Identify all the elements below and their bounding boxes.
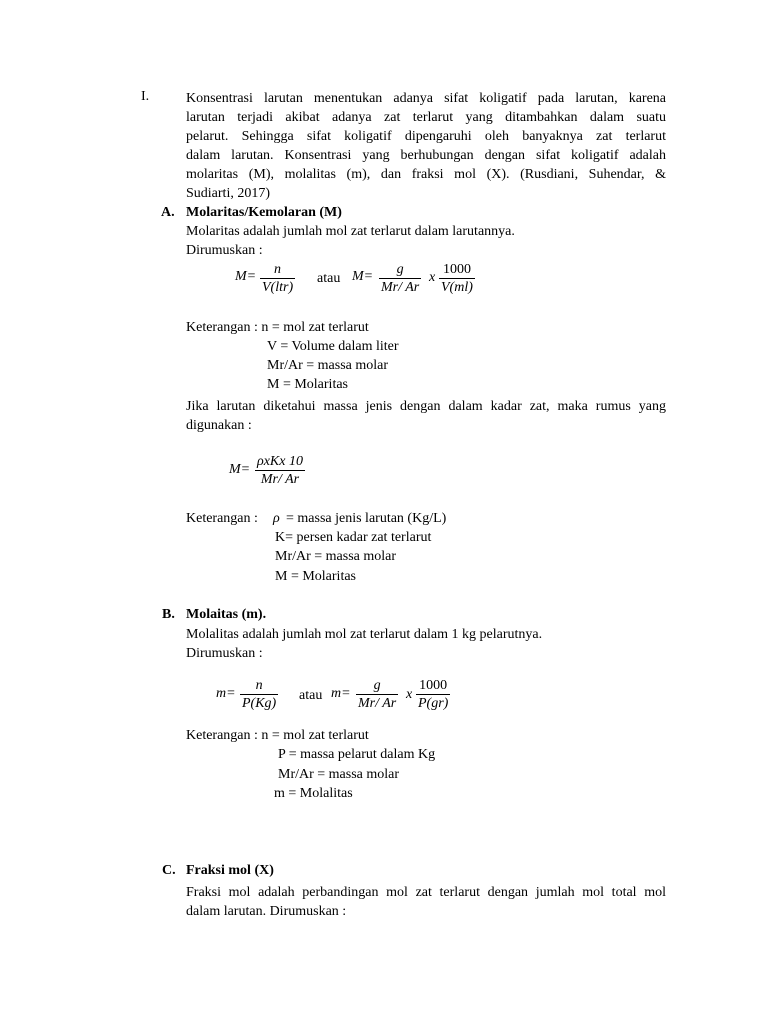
section-number: I. — [141, 89, 150, 104]
keterangan-item: V = Volume dalam liter — [267, 339, 399, 354]
fraction-denominator: V(ltr) — [262, 280, 294, 295]
keterangan-item: M = Molaritas — [267, 377, 348, 392]
keterangan-item: Mr/Ar = massa molar — [267, 358, 389, 373]
fraction-numerator: g — [373, 678, 381, 693]
fraction-denominator: V(ml) — [441, 280, 473, 295]
fraction-denominator: Mr/ Ar — [358, 696, 397, 711]
formula-times: x — [429, 270, 436, 285]
formula-fraction-3 — [439, 262, 475, 296]
section-c-letter: C. — [162, 863, 176, 878]
section-a-description: Molaritas adalah jumlah mol zat terlarut dalam larutannya. — [186, 224, 515, 239]
keterangan-item: Mr/Ar = massa molar — [278, 767, 400, 782]
fraction-denominator: P(gr) — [418, 696, 449, 711]
keterangan-label: Keterangan : n = mol zat terlarut — [186, 320, 369, 335]
intro-line-3: pelarut. Sehingga sifat koligatif dipengaruhi oleh banyaknya zat terlarut — [186, 129, 666, 144]
formula-fraction-3 — [416, 678, 450, 712]
fraction-denominator: Mr/ Ar — [381, 280, 420, 295]
intro-line-4: dalam larutan. Konsentrasi yang berhubungan dengan sifat koligatif adalah — [186, 148, 666, 163]
fraction-numerator: ρxKx 10 — [257, 454, 303, 469]
formula-times: x — [406, 687, 413, 702]
keterangan-item: = massa jenis larutan (Kg/L) — [286, 511, 447, 526]
keterangan-item: K= persen kadar zat terlarut — [275, 530, 432, 545]
fraction-numerator: n — [255, 678, 263, 693]
formula-fraction-2 — [356, 678, 398, 712]
keterangan-label: Keterangan : n = mol zat terlarut — [186, 728, 369, 743]
fraction-numerator: 1000 — [442, 262, 471, 277]
formula-lhs: M= — [235, 269, 257, 284]
formula-lhs-2: M= — [352, 269, 374, 284]
section-c-title: Fraksi mol (X) — [186, 863, 274, 878]
section-c-line-1: Fraksi mol adalah perbandingan mol zat terlarut dengan jumlah mol total mol — [186, 885, 666, 900]
formula-lhs: m= — [216, 686, 236, 701]
fraction-numerator: n — [274, 262, 282, 277]
jika-line-2: digunakan : — [186, 418, 252, 433]
fraction-denominator: Mr/ Ar — [255, 470, 305, 488]
keterangan-item: M = Molaritas — [275, 569, 356, 584]
keterangan-item: Mr/Ar = massa molar — [275, 549, 397, 564]
section-b-title: Molaitas (m). — [186, 607, 267, 622]
jika-line-1: Jika larutan diketahui massa jenis dengan dalam kadar zat, maka rumus yang — [186, 399, 666, 414]
intro-line-6: Sudiarti, 2017) — [186, 186, 270, 201]
fraction-numerator: 1000 — [419, 678, 448, 693]
fraction-numerator: g — [396, 262, 404, 277]
section-b-dirumuskan: Dirumuskan : — [186, 646, 263, 661]
fraction-denominator: P(Kg) — [242, 696, 277, 711]
section-c-line-2: dalam larutan. Dirumuskan : — [186, 904, 347, 919]
formula-fraction-2 — [379, 262, 421, 296]
section-a-dirumuskan: Dirumuskan : — [186, 243, 263, 258]
section-b-description: Molalitas adalah jumlah mol zat terlarut dalam 1 kg pelarutnya. — [186, 627, 543, 642]
formula-atau: atau — [317, 271, 341, 286]
formula-lhs-2: m= — [331, 686, 351, 701]
section-b-letter: B. — [162, 607, 175, 622]
formula-fraction — [260, 262, 295, 296]
section-a-title: Molaritas/Kemolaran (M) — [186, 205, 342, 220]
section-a-letter: A. — [161, 205, 175, 220]
keterangan-item: m = Molalitas — [274, 786, 353, 801]
intro-line-1: Konsentrasi larutan menentukan adanya sifat koligatif pada larutan, karena — [186, 91, 666, 106]
formula-fraction — [255, 454, 305, 488]
intro-line-5: molaritas (M), molalitas (m), dan fraksi mol (X). (Rusdiani, Suhendar, & — [186, 167, 666, 182]
formula-lhs: M= — [229, 462, 251, 477]
intro-line-2: larutan terjadi akibat adanya zat terlarut yang ditambahkan dalam suatu — [186, 110, 666, 125]
keterangan-item: P = massa pelarut dalam Kg — [278, 747, 436, 762]
keterangan-label: Keterangan : — [186, 511, 258, 526]
rho-symbol: ρ — [273, 511, 280, 526]
formula-fraction — [240, 678, 278, 712]
formula-atau: atau — [299, 688, 323, 703]
